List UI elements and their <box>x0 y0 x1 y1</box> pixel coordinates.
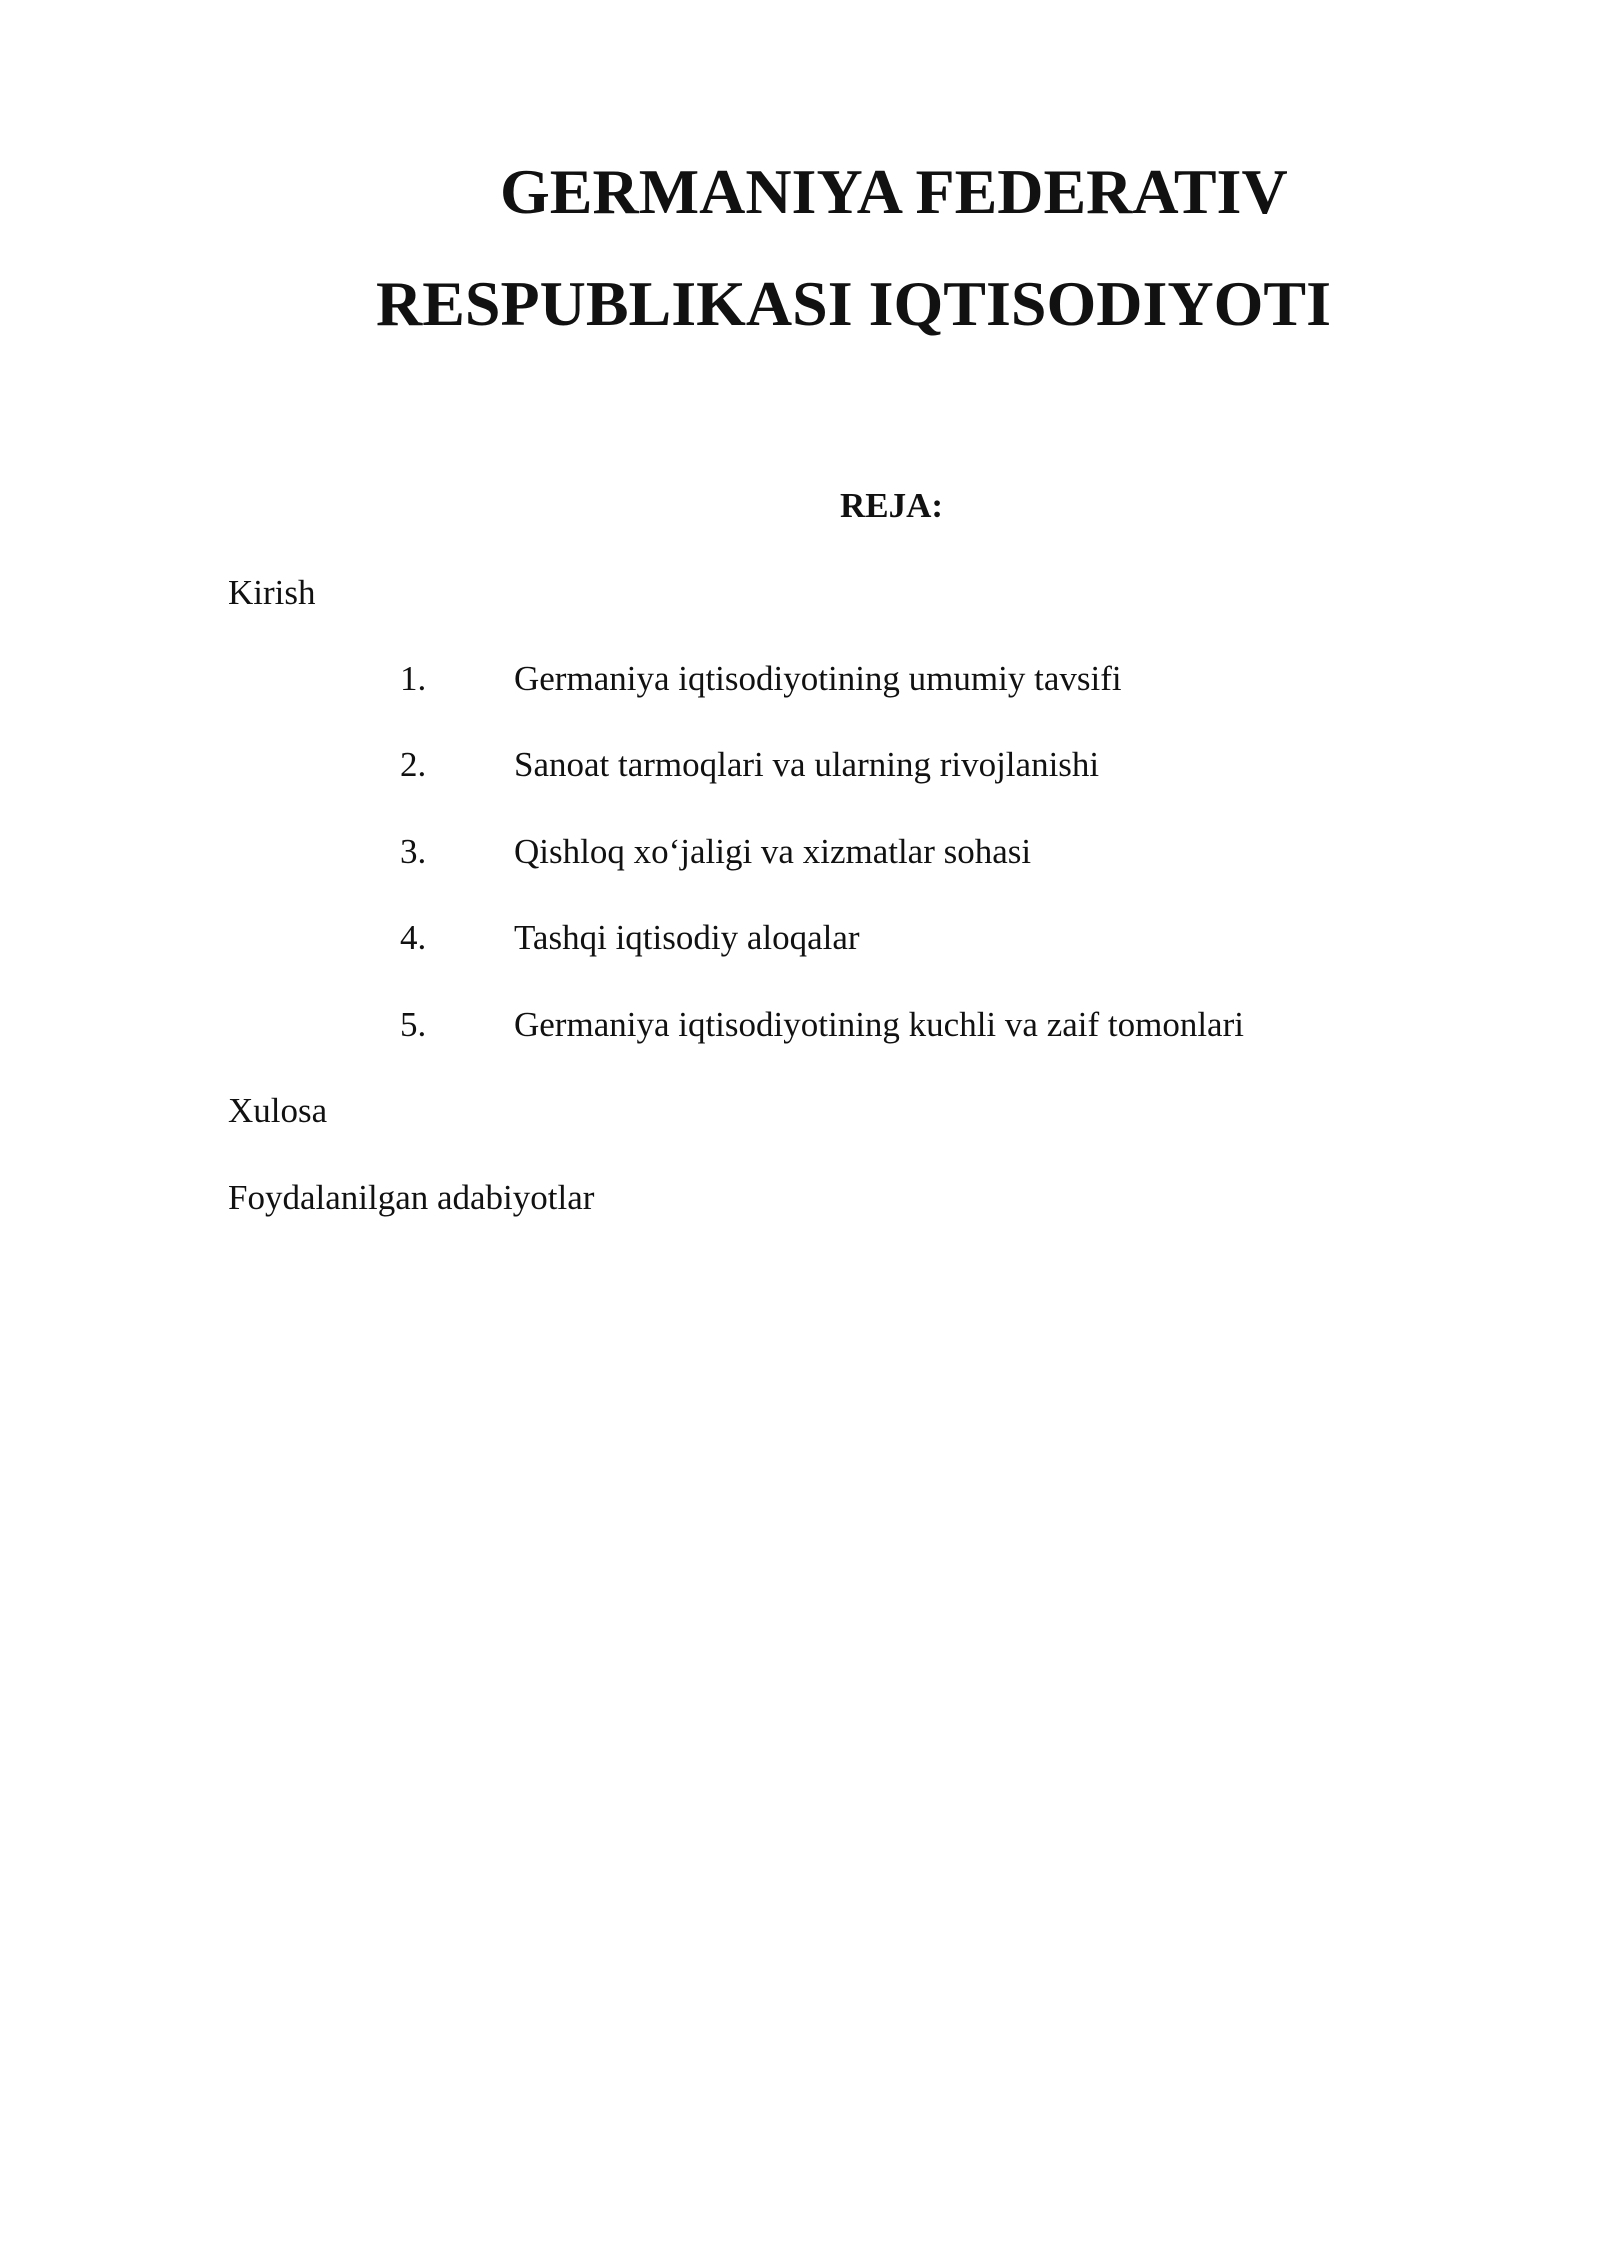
plan-item-text: Qishloq xo‘jaligi va xizmatlar sohasi <box>514 831 1032 871</box>
plan-item <box>400 831 1244 920</box>
plan-heading: REJA: <box>840 486 944 525</box>
document-title-line-2: RESPUBLIKASI IQTISODIYOTI <box>376 268 1331 339</box>
plan-item-number: 5. <box>400 1004 427 1044</box>
conclusion-label: Xulosa <box>228 1091 328 1130</box>
plan-item <box>400 920 1244 1006</box>
intro-label: Kirish <box>228 573 316 612</box>
plan-item-number: 2. <box>400 745 427 785</box>
plan-list <box>400 661 1244 1093</box>
plan-item-text: Germaniya iqtisodiyotining umumiy tavsifi <box>514 659 1122 698</box>
plan-item-text: Tashqi iqtisodiy aloqalar <box>514 918 860 958</box>
plan-item-text: Sanoat tarmoqlari va ularning rivojlanishi <box>514 745 1100 785</box>
document-title-line-1: GERMANIYA FEDERATIV <box>500 156 1288 227</box>
plan-item-number: 4. <box>400 918 427 958</box>
plan-item-text: Germaniya iqtisodiyotining kuchli va zaif tomonlari <box>514 1004 1244 1044</box>
plan-item <box>400 661 1244 747</box>
plan-item <box>400 747 1244 833</box>
plan-item-number: 3. <box>400 831 427 871</box>
plan-item <box>400 1004 1244 1093</box>
references-label: Foydalanilgan adabiyotlar <box>228 1178 595 1217</box>
plan-item-number: 1. <box>400 659 427 698</box>
